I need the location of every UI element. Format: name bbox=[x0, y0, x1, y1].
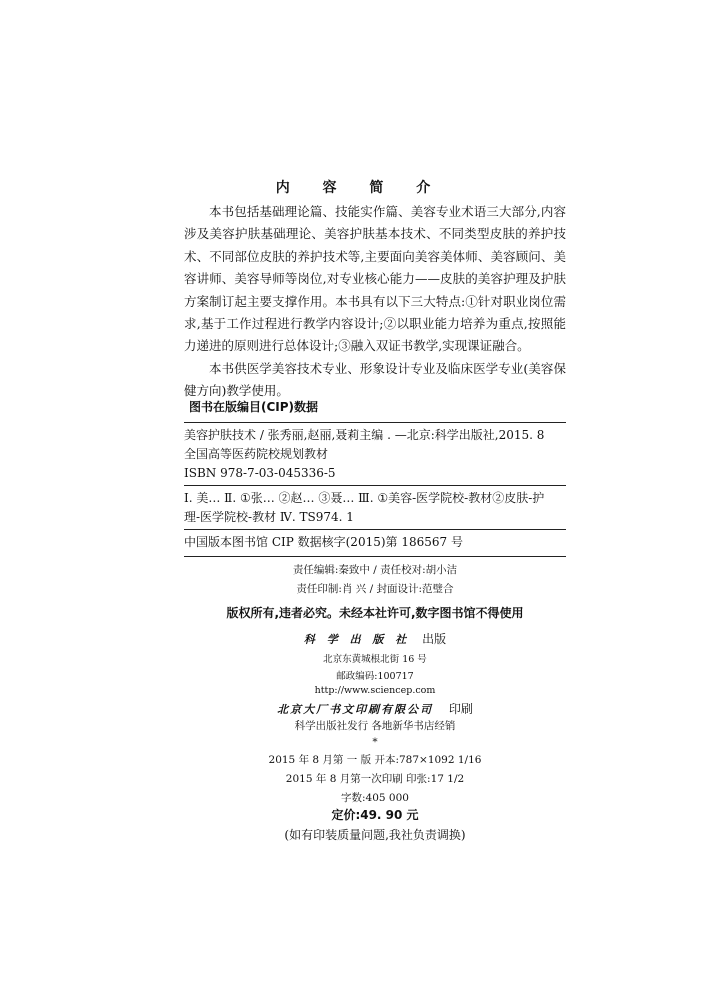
cip-subject-line-1: Ⅰ. 美… Ⅱ. ①张… ②赵… ③聂… Ⅲ. ①美容-医学院校-教材②皮肤-护 bbox=[184, 491, 545, 505]
cip-heading: 图书在版编目(CIP)数据 bbox=[189, 400, 319, 414]
editor-credits: 责任编辑:秦致中 / 责任校对:胡小洁 bbox=[292, 564, 458, 576]
publisher-address: 北京东黄城根北街 16 号 bbox=[323, 654, 427, 665]
summary-section bbox=[184, 201, 566, 403]
cip-top-divider bbox=[184, 422, 566, 423]
publisher-url: http://www.sciencep.com bbox=[314, 685, 436, 696]
publisher-postcode: 邮政编码:100717 bbox=[336, 671, 414, 682]
summary-paragraph-1: 本书包括基础理论篇、技能实作篇、美容专业术语三大部分,内容涉及美容护肤基础理论、美容护肤基本技术、不同类型皮肤的养护技术、不同部位皮肤的养护技术等,主要面向美容美体师、美容顾问、美容讲师、美容导师等岗位,对专业核心能力——皮肤的美容护理及护肤方案制订起主要支撑作用。本书具有以下三大特点:①针对职业岗位需求,基于工作过程进行教学内容设计;②以职业能力培养为重点,按照能力递进的原则进行总体设计;③融入双证书教学,实现课证融合。 bbox=[184, 204, 566, 354]
printer-name: 北京大厂书文印刷有限公司 bbox=[277, 703, 434, 716]
cip-record-number: 中国版本图书馆 CIP 数据核字(2015)第 186567 号 bbox=[184, 535, 463, 549]
cip-series-line: 全国高等医药院校规划教材 bbox=[184, 447, 329, 461]
publisher-line bbox=[184, 630, 566, 647]
summary-paragraph-2: 本书供医学美容技术专业、形象设计专业及临床医学专业(美容保健方向)教学使用。 bbox=[184, 360, 566, 399]
printing-line: 2015 年 8 月第一次印刷 印张:17 1/2 bbox=[285, 773, 465, 785]
cip-isbn-line: ISBN 978-7-03-045336-5 bbox=[184, 466, 336, 480]
cip-bottom-divider bbox=[184, 529, 566, 530]
separator-star: * bbox=[372, 736, 378, 748]
printer-suffix: 印刷 bbox=[448, 702, 473, 716]
cip-title-line: 美容护肤技术 / 张秀丽,赵丽,聂莉主编 . —北京:科学出版社,2015. 8 bbox=[184, 428, 545, 442]
edition-line: 2015 年 8 月第 一 版 开本:787×1092 1/16 bbox=[268, 754, 482, 766]
printer-line bbox=[184, 700, 566, 717]
publisher-name: 科 学 出 版 社 bbox=[303, 633, 411, 646]
word-count: 字数:405 000 bbox=[341, 792, 409, 804]
price: 定价:49. 90 元 bbox=[331, 808, 419, 822]
cip-middle-divider bbox=[184, 485, 566, 486]
copyright-notice: 版权所有,违者必究。未经本社许可,数字图书馆不得使用 bbox=[226, 606, 524, 620]
publisher-suffix: 出版 bbox=[422, 632, 447, 646]
page-title: 内 容 简 介 bbox=[275, 180, 445, 196]
cip-subject-line-2: 理-医学院校-教材 Ⅳ. TS974. 1 bbox=[184, 510, 354, 524]
distribution-line: 科学出版社发行 各地新华书店经销 bbox=[294, 720, 456, 732]
production-credits: 责任印制:肖 兴 / 封面设计:范璧合 bbox=[296, 583, 454, 595]
cip-end-divider bbox=[184, 556, 566, 557]
quality-note: (如有印装质量问题,我社负责调换) bbox=[284, 828, 466, 842]
